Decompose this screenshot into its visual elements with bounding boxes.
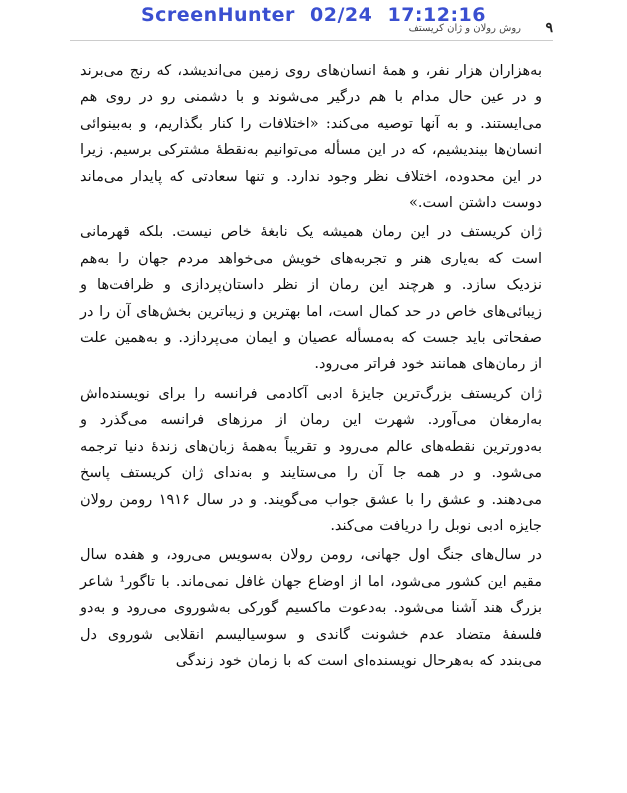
watermark-time: 17:12:16: [387, 4, 487, 26]
page-body: [80, 58, 542, 674]
paragraph-4: در سال‌های جنگ اول جهانی، رومن رولان به‌سویس می‌رود، و هفده سال مقیم این کشور می‌شود، اما از اوضاع جهان غافل نمی‌ماند. با تاگور¹ شاعر بزرگ هند آشنا می‌شود. به‌دعوت ماکسیم گورکی به‌شوروی می‌رود و به‌دو فلسفهٔ متضاد عدم خشونت گاندی و سوسیالیسم انقلابی شوروی دل می‌بندد که به‌هرحال نویسنده‌ای است که با زمان خود زندگی: [80, 547, 542, 669]
paragraph-3: ژان کریستف بزرگ‌ترین جایزهٔ ادبی آکادمی فرانسه را برای نویسنده‌اش به‌ارمغان می‌آورد. شهرت این رمان از مرزهای فرانسه می‌گذرد و به‌دورترین نقطه‌های عالم می‌رود و تقریباً به‌همهٔ زبان‌های زندهٔ دنیا ترجمه می‌شود. و در همه جا آن را می‌ستایند و به‌ندای ژان کریستف پاسخ می‌دهند. و عشق را با عشق جواب می‌گویند. و در سال ۱۹۱۶ رومن رولان جایزه ادبی نوبل را دریافت می‌کند.: [80, 385, 542, 534]
page-number: ٩: [545, 20, 553, 36]
paragraph-1: به‌هزاران هزار نفر، و همهٔ انسان‌های روی زمین می‌اندیشد، که رنج می‌برند و در عین حال مدام با هم درگیر می‌شوند و با دشمنی رو در روی هم می‌ایستند. و به آنها توصیه می‌کند: «اختلافات را کنار بگذاریم، و به‌بینوائی انسان‌ها بیندیشیم، که در این مسأله می‌توانیم به‌نقطهٔ مشترکی برسیم. زیرا در این محدوده، اختلاف نظر وجود ندارد. و تنها سعادتی که پایدار می‌ماند دوست داشتن است.»: [80, 63, 542, 212]
screenhunter-watermark: [0, 4, 627, 26]
watermark-date: 02/24: [310, 4, 373, 26]
paragraph-2: ژان کریستف در این رمان همیشه یک نابغهٔ خاص نیست. بلکه قهرمانی است که به‌یاری هنر و تجربه‌های خویش می‌خواهد مردم جهان را به‌هم نزدیک سازد. و هرچند این رمان از نظر داستان‌پردازی و ظرافت‌ها و زیبائی‌های خاص در حد کمال است، اما بهترین و زیباترین بخش‌های آن را در صفحاتی باید جست که به‌مسأله عصیان و ایمان می‌پردازد. و به‌همین علت از رمان‌های همانند خود فراتر می‌رود.: [80, 224, 542, 373]
running-head-title: روش رولان و ژان کریستف: [408, 23, 521, 34]
watermark-app-name: ScreenHunter: [140, 4, 295, 26]
